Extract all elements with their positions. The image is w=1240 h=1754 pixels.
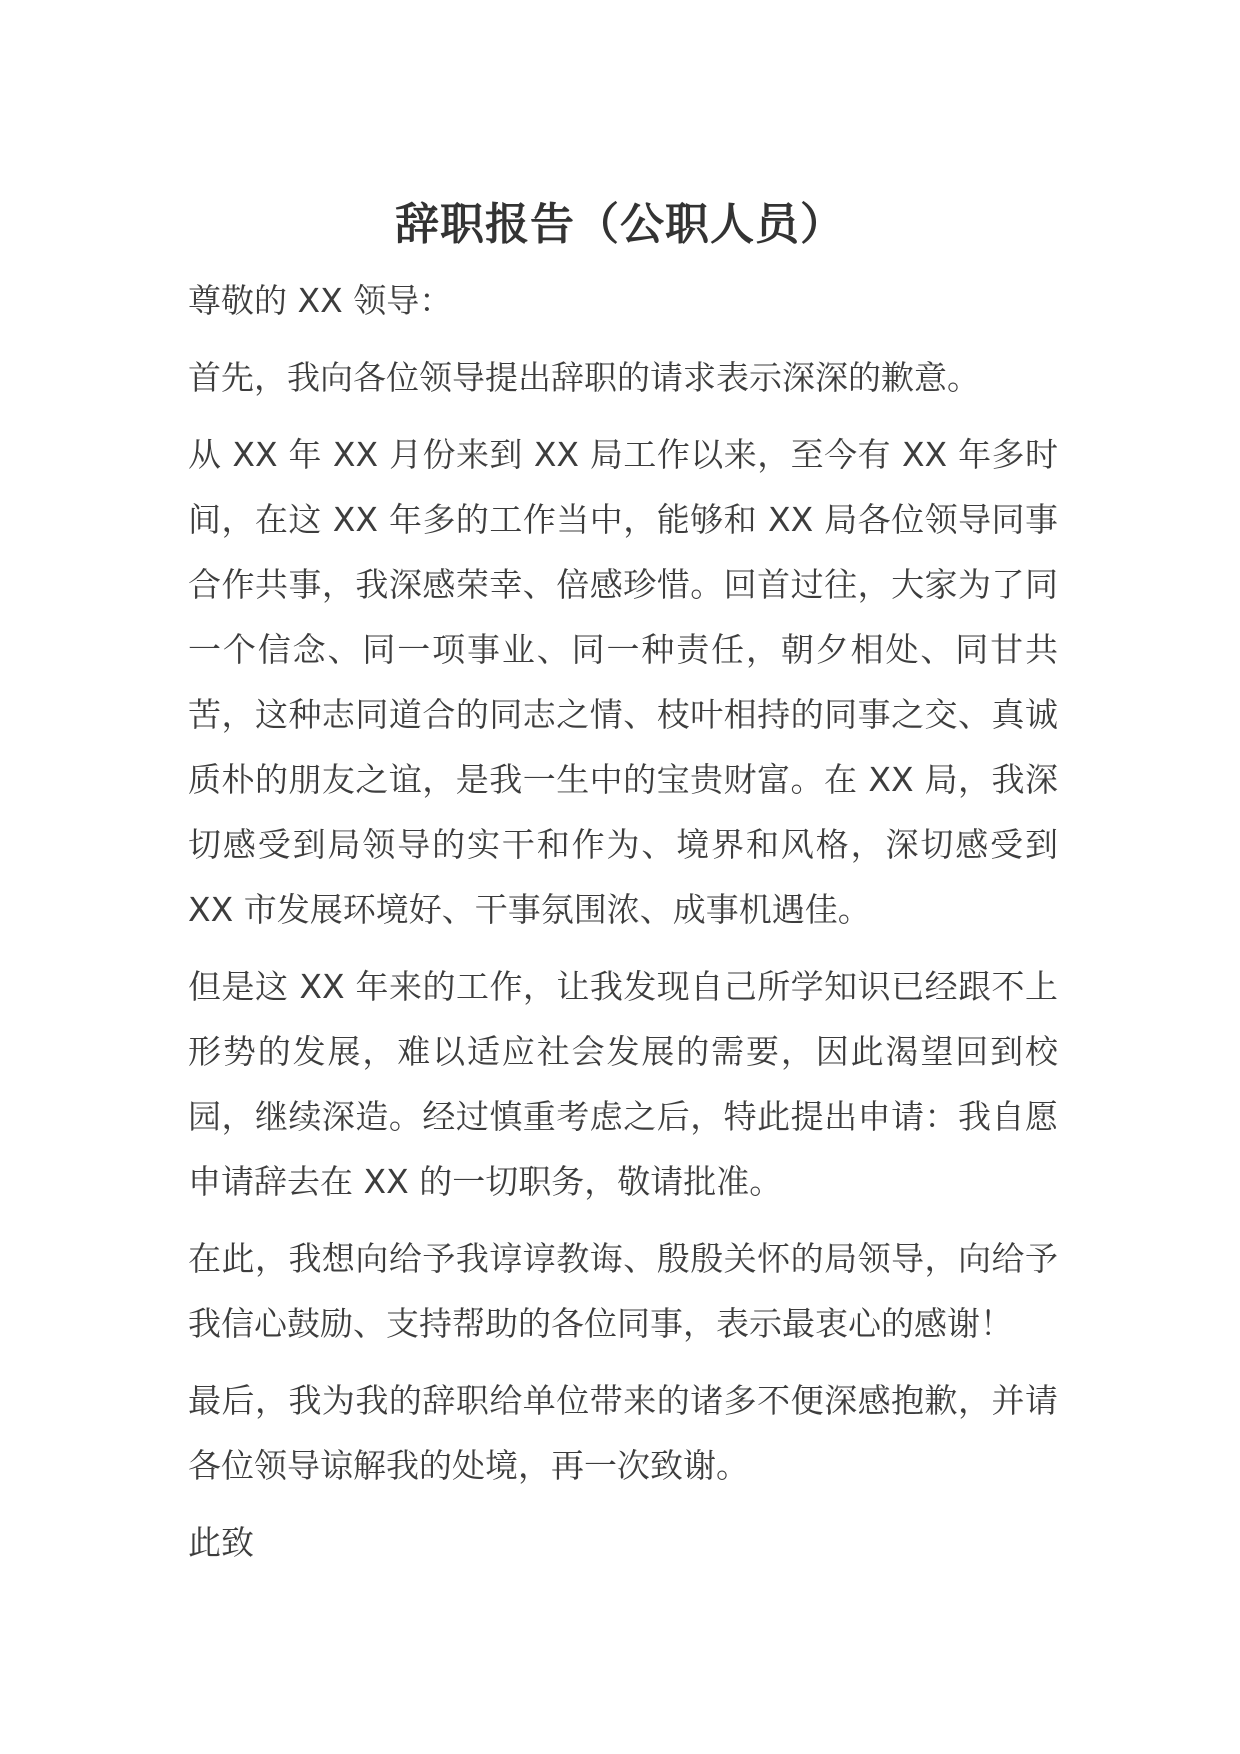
paragraph-final-apology: 最后，我为我的辞职给单位带来的诸多不便深感抱歉，并请各位领导谅解我的处境，再一次致谢。 [188,1381,1058,1485]
paragraph-reason: 但是这 XX 年来的工作，让我发现自己所学知识已经跟不上形势的发展，难以适应社会发展的需要，因此渴望回到校园，继续深造。经过慎重考虑之后，特此提出申请：我自愿申请辞去在 XX 的一切职务，敬请批准。 [188,967,1058,1201]
document-title: 辞职报告（公职人员） [395,199,845,250]
document-body [188,268,1058,1587]
paragraph-apology: 首先，我向各位领导提出辞职的请求表示深深的歉意。 [188,358,980,397]
paragraph-experience: 从 XX 年 XX 月份来到 XX 局工作以来，至今有 XX 年多时间，在这 XX 年多的工作当中，能够和 XX 局各位领导同事合作共事，我深感荣幸、倍感珍惜。回首过往，大家为了同一个信念、同一项事业、同一种责任，朝夕相处、同甘共苦，这种志同道合的同志之情、枝叶相持的同事之交、真诚质朴的朋友之谊，是我一生中的宝贵财富。在 XX 局，我深切感受到局领导的实干和作为、境界和风格，深切感受到 XX 市发展环境好、干事氛围浓、成事机遇佳。 [188,435,1058,929]
salutation: 尊敬的 XX 领导： [188,281,453,320]
closing: 此致 [188,1523,254,1562]
paragraph-thanks: 在此，我想向给予我谆谆教诲、殷殷关怀的局领导，向给予我信心鼓励、支持帮助的各位同事，表示最衷心的感谢！ [188,1239,1058,1343]
